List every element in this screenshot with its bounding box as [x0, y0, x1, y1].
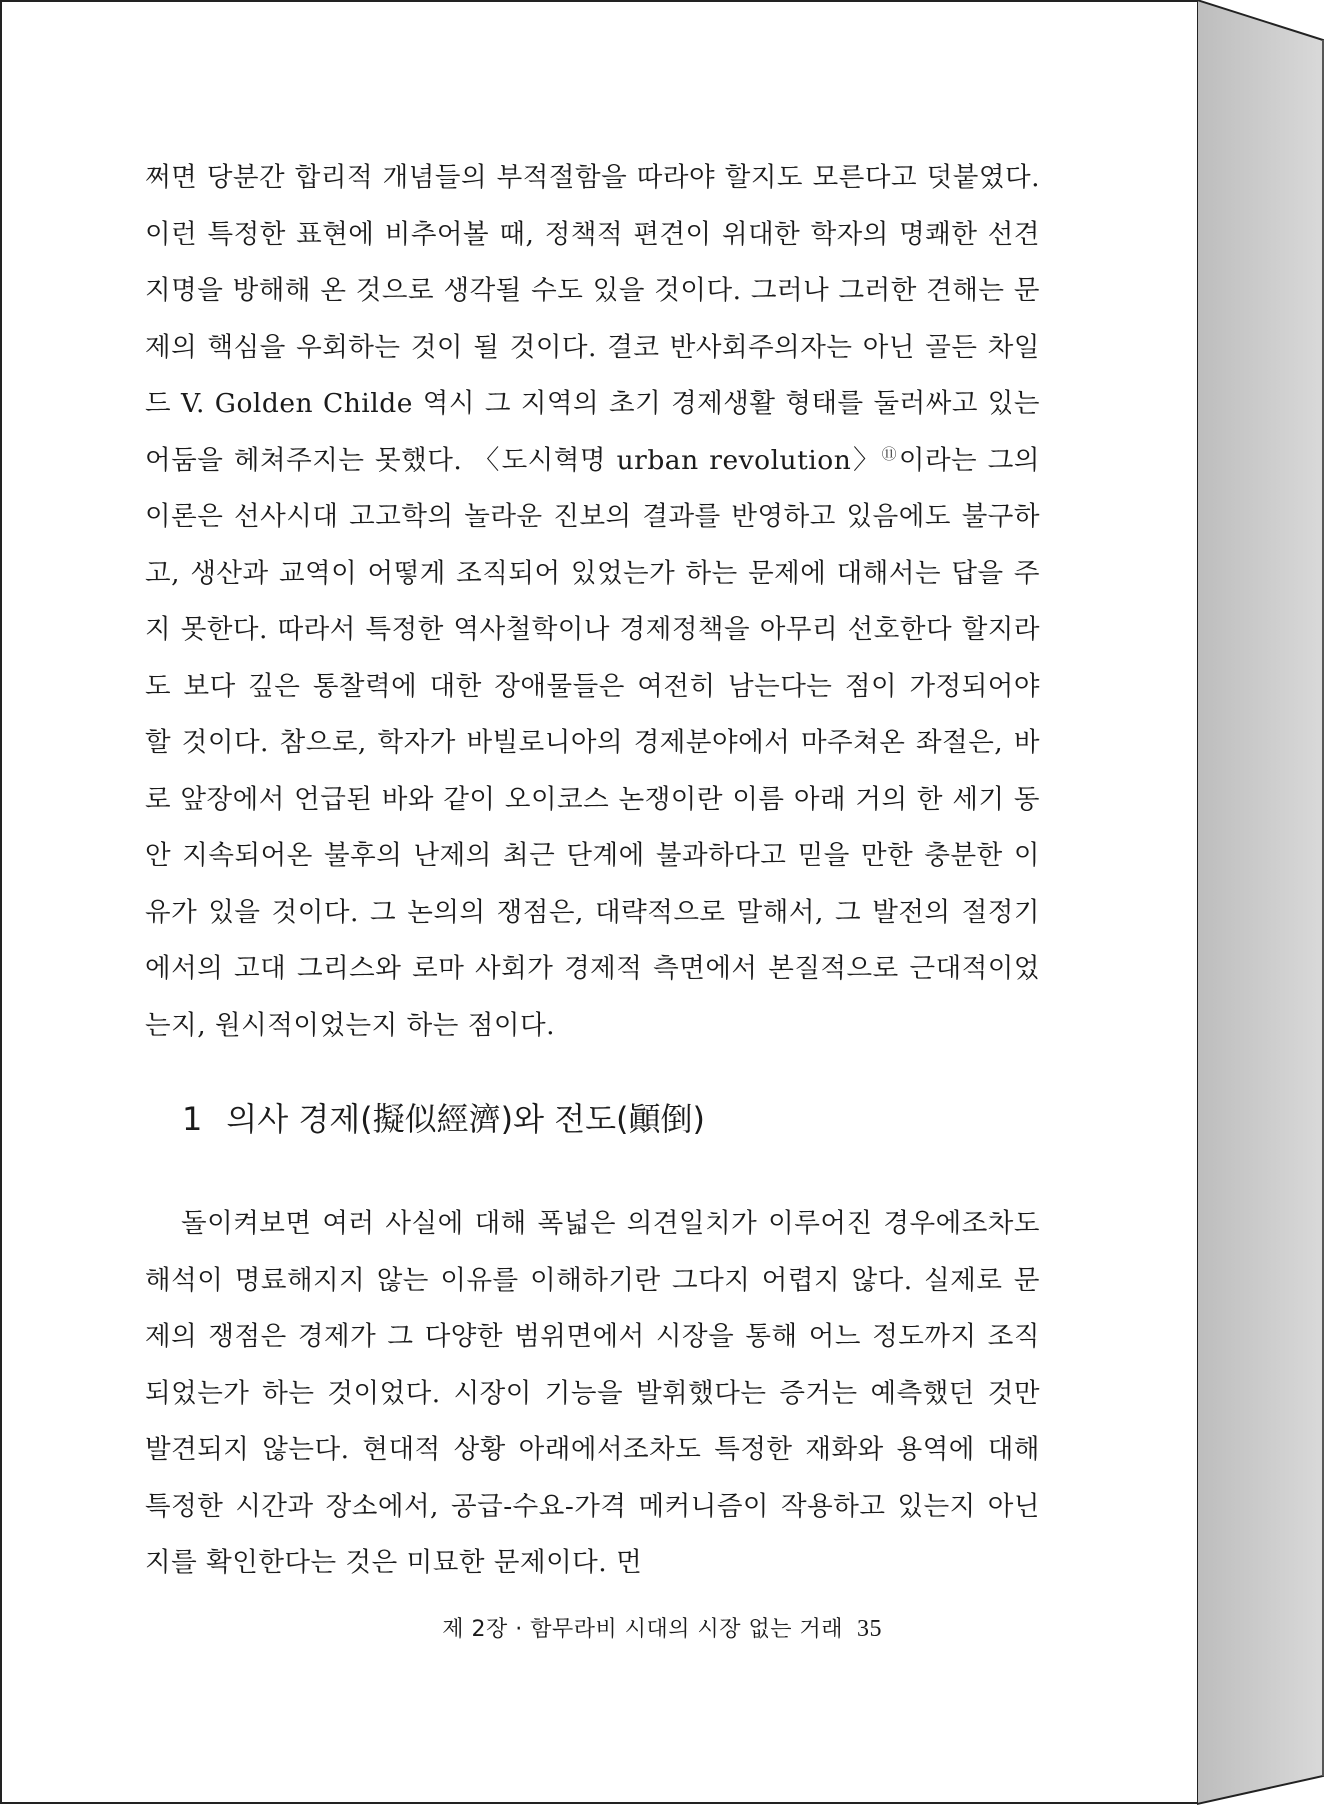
book-spine-edge — [1197, 0, 1326, 1806]
running-title: 제 2장 · 함무라비 시대의 시장 없는 거래 — [442, 1617, 843, 1642]
section-title: 의사 경제(擬似經濟)와 전도(顚倒) — [226, 1100, 706, 1138]
section-heading — [182, 1094, 705, 1140]
page-footer — [442, 1612, 882, 1643]
spine-face — [1197, 0, 1323, 1804]
body-paragraph-1 — [145, 150, 1040, 1054]
section-number: 1 — [182, 1100, 203, 1138]
page-number: 35 — [857, 1616, 882, 1642]
paragraph-1-text-b: 이라는 그의 이론은 선사시대 고고학의 놀라운 진보의 결과를 반영하고 있음에도 불구하고, 생산과 교역이 어떻게 조직되어 있었는가 하는 문제에 대해서는 답을 주지 못한다. 따라서 특정한 역사철학이나 경제정책을 아무리 선호한다 할지라도 보다 깊은 통찰력에 대한 장애물들은 여전히 남는다는 점이 가정되어야 할 것이다. 참으로, 학자가 바빌로니아의 경제분야에서 마주쳐온 좌절은, 바로 앞장에서 언급된 바와 같이 오이코스 논쟁이란 이름 아래 거의 한 세기 동안 지속되어온 불후의 난제의 최근 단계에 불과하다고 믿을 만한 충분한 이유가 있을 것이다. 그 논의의 쟁점은, 대략적으로 말해서, 그 발전의 절정기에서의 고대 그리스와 로마 사회가 경제적 측면에서 본질적으로 근대적이었는지, 원시적이었는지 하는 점이다. — [145, 444, 1040, 1041]
footnote-marker[interactable]: ⑪ — [881, 444, 899, 463]
body-paragraph-2: 돌이켜보면 여러 사실에 대해 폭넓은 의견일치가 이루어진 경우에조차도 해석이 명료해지지 않는 이유를 이해하기란 그다지 어렵지 않다. 실제로 문제의 쟁점은 경제가 그 다양한 범위면에서 시장을 통해 어느 정도까지 조직되었는가 하는 것이었다. 시장이 기능을 발휘했다는 증거는 예측했던 것만 발견되지 않는다. 현대적 상황 아래에서조차도 특정한 재화와 용역에 대해 특정한 시간과 장소에서, 공급-수요-가격 메커니즘이 작용하고 있는지 아닌지를 확인한다는 것은 미묘한 문제이다. 먼 — [145, 1208, 1040, 1578]
paragraph-1-text-a: 쩌면 당분간 합리적 개념들의 부적절함을 따라야 할지도 모른다고 덧붙였다. 이런 특정한 표현에 비추어볼 때, 정책적 편견이 위대한 학자의 명쾌한 선견지명을 방해해 온 것으로 생각될 수도 있을 것이다. 그러나 그러한 견해는 문제의 핵심을 우회하는 것이 될 것이다. 결코 반사회주의자는 아닌 골든 차일드 V. Golden Childe 역시 그 지역의 초기 경제생활 형태를 둘러싸고 있는 어둠을 헤쳐주지는 못했다. 〈도시혁명 urban revolution〉 — [145, 162, 1040, 476]
